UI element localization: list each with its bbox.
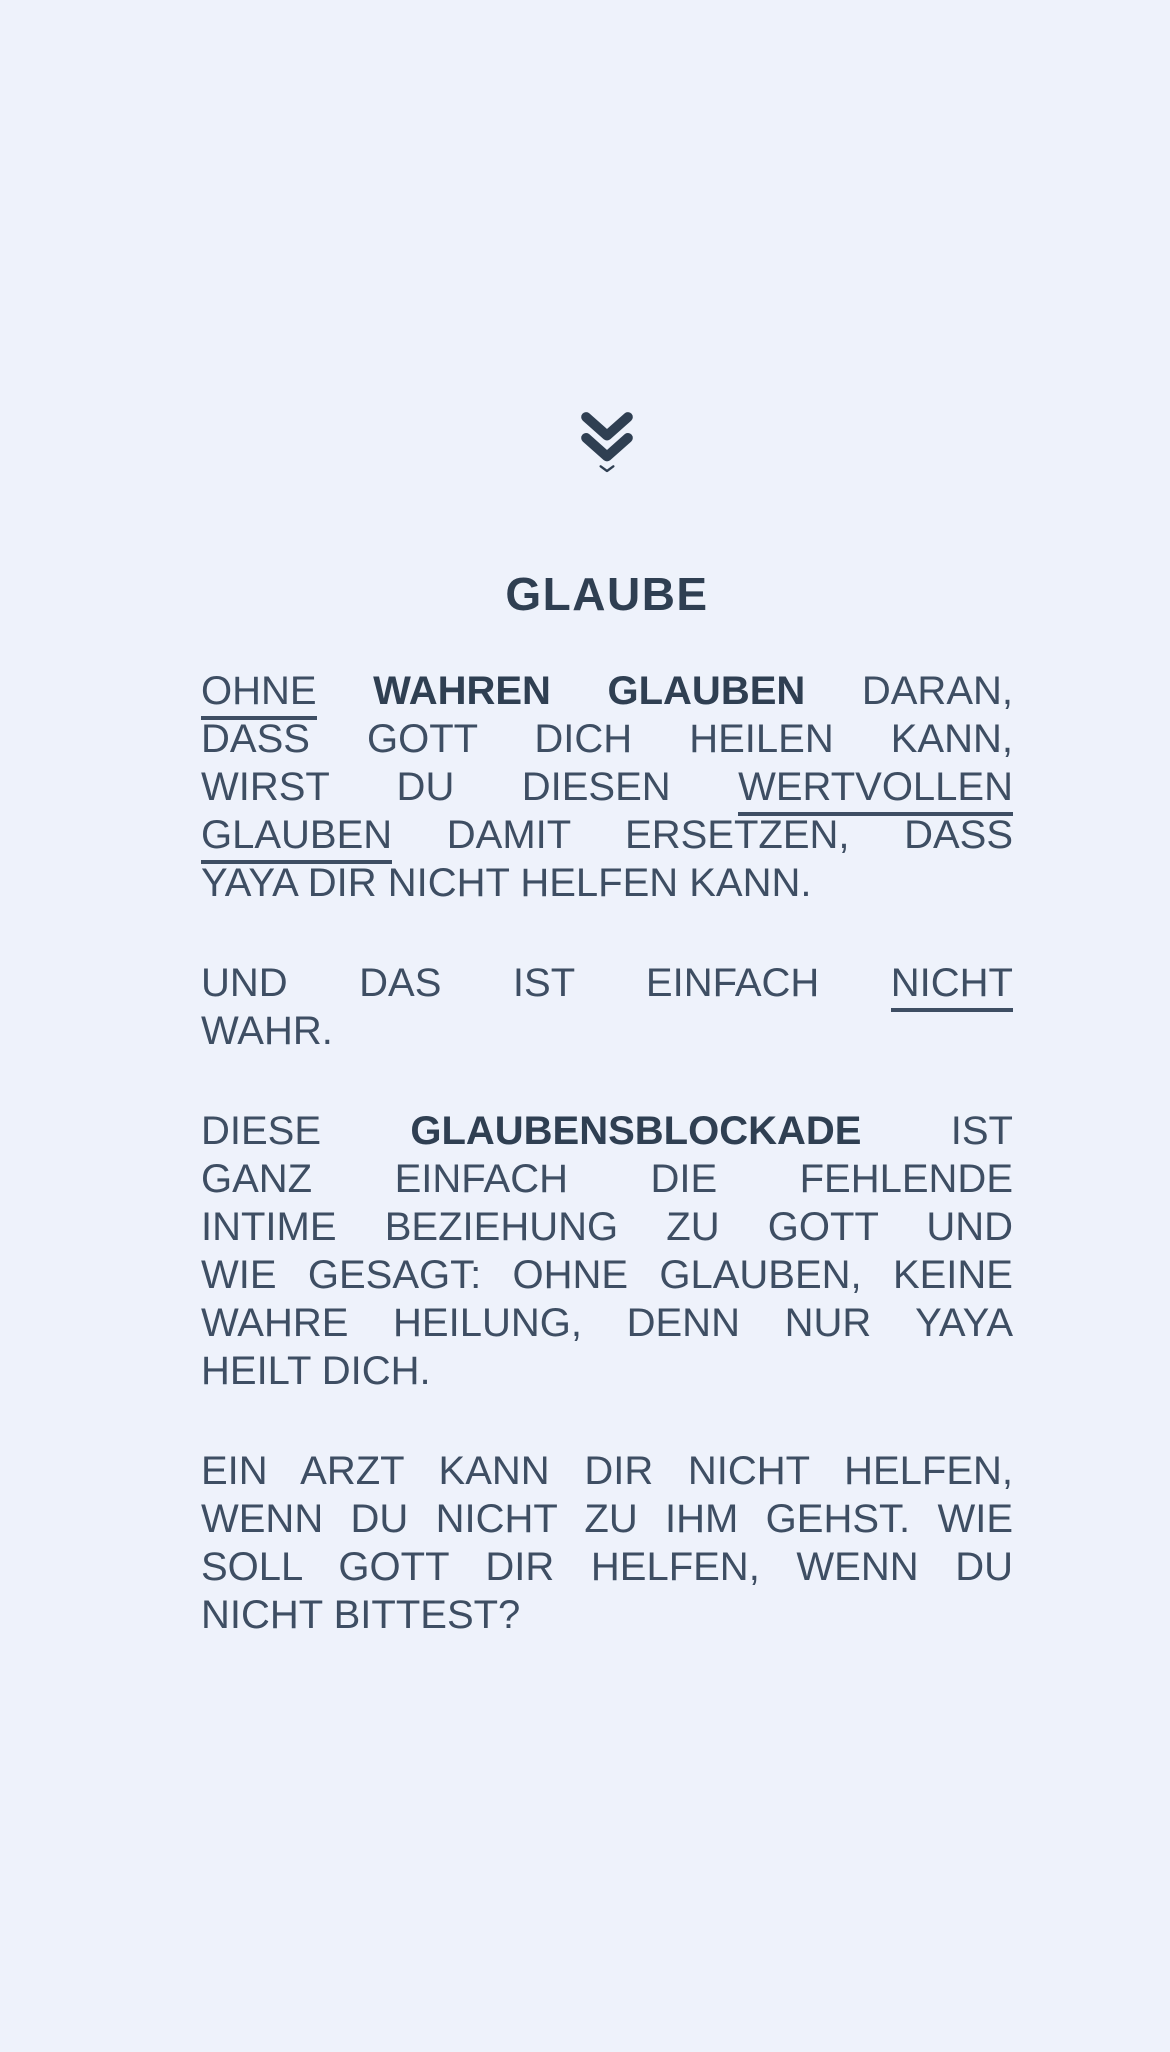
paragraph <box>201 959 1013 1055</box>
text-segment: IST <box>950 1109 1013 1153</box>
text-segment: GLAUBEN <box>201 813 392 864</box>
text-line <box>201 667 1013 715</box>
page-title: GLAUBE <box>505 568 709 620</box>
text-line <box>201 1155 1013 1203</box>
text-line <box>201 811 1013 859</box>
icon-row <box>201 0 1013 474</box>
text-line <box>201 1299 1013 1347</box>
text-line <box>201 715 1013 763</box>
text-segment: DAMIT ERSETZEN, DASS <box>446 813 1013 857</box>
text-line <box>201 1543 1013 1591</box>
text-segment: DARAN, <box>861 669 1013 713</box>
text-segment: UND DAS IST EINFACH <box>201 961 820 1005</box>
paragraph <box>201 667 1013 907</box>
text-segment: WAHREN GLAUBEN <box>373 669 806 713</box>
text-line <box>201 1591 1013 1639</box>
paragraph <box>201 1107 1013 1395</box>
text-segment: GLAUBENSBLOCKADE <box>410 1109 862 1153</box>
text-segment: INTIME BEZIEHUNG ZU GOTT UND <box>201 1205 1013 1249</box>
paragraph <box>201 1447 1013 1639</box>
text-segment: HEILT DICH. <box>201 1349 431 1393</box>
text-line <box>201 859 1013 907</box>
text-line <box>201 1203 1013 1251</box>
text-segment: EIN ARZT KANN DIR NICHT HELFEN, <box>201 1449 1013 1493</box>
text-line <box>201 1107 1013 1155</box>
text-segment: SOLL GOTT DIR HELFEN, WENN DU <box>201 1545 1013 1589</box>
text-line <box>201 959 1013 1007</box>
text-segment: WIE GESAGT: OHNE GLAUBEN, KEINE <box>201 1253 1013 1297</box>
double-chevron-down-icon <box>578 410 636 474</box>
text-line <box>201 1347 1013 1395</box>
text-segment: OHNE <box>201 669 317 720</box>
text-segment: GANZ EINFACH DIE FEHLENDE <box>201 1157 1013 1201</box>
text-segment: YAYA DIR NICHT HELFEN KANN. <box>201 861 812 905</box>
text-segment: WIRST DU DIESEN <box>201 765 671 809</box>
text-line <box>201 1495 1013 1543</box>
text-segment: WENN DU NICHT ZU IHM GEHST. WIE <box>201 1497 1013 1541</box>
text-segment: WAHRE HEILUNG, DENN NUR YAYA <box>201 1301 1013 1345</box>
text-segment: DASS GOTT DICH HEILEN KANN, <box>201 717 1013 761</box>
text-segment: NICHT <box>891 961 1013 1012</box>
text-line <box>201 763 1013 811</box>
page-content <box>201 0 1013 1639</box>
text-segment: WAHR. <box>201 1009 333 1053</box>
text-segment: WERTVOLLEN <box>738 765 1013 816</box>
article <box>201 667 1013 1639</box>
text-segment: NICHT BITTEST? <box>201 1593 521 1637</box>
text-line <box>201 1251 1013 1299</box>
text-line <box>201 1447 1013 1495</box>
text-line <box>201 1007 1013 1055</box>
text-segment: DIESE <box>201 1109 322 1153</box>
